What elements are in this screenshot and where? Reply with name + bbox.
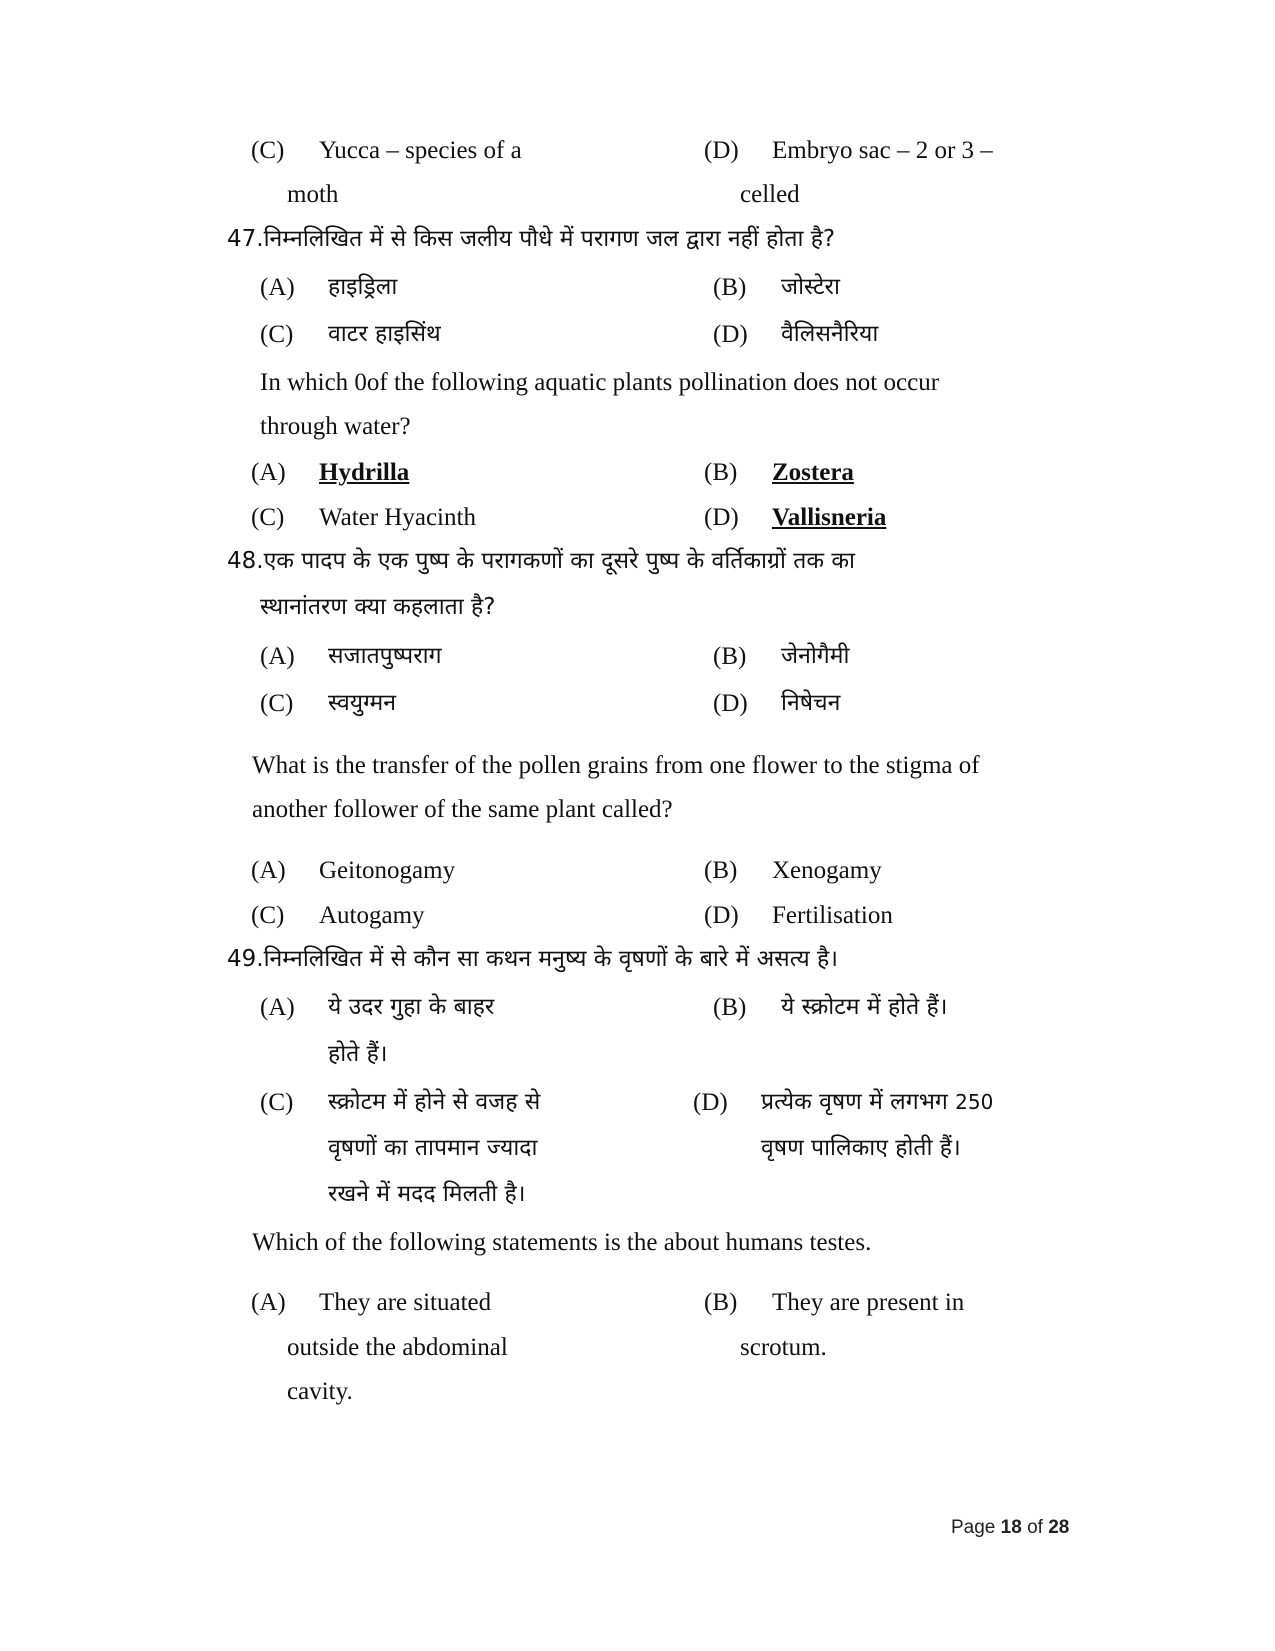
q49-hi-option-c-text-cont: वृषणों का तापमान ज्यादा bbox=[328, 1135, 538, 1161]
q47-en-option-a-text: Hydrilla bbox=[319, 459, 410, 486]
q47-en-option-d-text: Vallisneria bbox=[772, 504, 887, 531]
q46-option-d-text: Embryo sac – 2 or 3 – bbox=[772, 137, 993, 164]
q47-hi-option-a-label: (A) bbox=[260, 274, 295, 301]
q49-hi-option-d-text-cont: वृषण पालिकाए होती हैं। bbox=[761, 1135, 961, 1161]
q48-hindi-question-cont: स्थानांतरण क्या कहलाता है? bbox=[260, 594, 496, 620]
q47-hi-option-b-label: (B) bbox=[713, 274, 747, 301]
q48-english-question: What is the transfer of the pollen grains from one flower to the stigma of bbox=[252, 752, 980, 779]
q49-hi-option-d-label: (D) bbox=[693, 1089, 728, 1116]
q48-en-option-d-label: (D) bbox=[704, 902, 739, 929]
q49-hi-option-c-label: (C) bbox=[260, 1089, 294, 1116]
q46-option-c-text: Yucca – species of a bbox=[319, 137, 522, 164]
q48-hi-option-a-text: सजातपुष्पराग bbox=[328, 643, 442, 669]
page-current: 18 bbox=[1000, 1517, 1022, 1538]
page-number bbox=[951, 1517, 1069, 1539]
q49-hindi-question: 49.निम्नलिखित में से कौन सा कथन मनुष्य के वृषणों के बारे में असत्य है। bbox=[227, 946, 838, 972]
q47-en-option-d-label: (D) bbox=[704, 504, 739, 531]
q48-en-option-b-label: (B) bbox=[704, 857, 738, 884]
q49-en-option-b-label: (B) bbox=[704, 1289, 738, 1316]
q48-hi-option-c-text: स्वयुग्मन bbox=[328, 690, 397, 716]
q48-english-question-cont: another follower of the same plant called? bbox=[252, 796, 673, 823]
q49-hi-option-c-text: स्क्रोटम में होने से वजह से bbox=[328, 1089, 541, 1115]
q46-option-c-text-cont: moth bbox=[287, 181, 339, 208]
q49-en-option-b-text: They are present in bbox=[772, 1289, 965, 1316]
q49-hi-option-a-text-cont: होते हैं। bbox=[328, 1041, 388, 1067]
q47-en-option-a-label: (A) bbox=[251, 459, 286, 486]
q47-hi-option-c-text: वाटर हाइसिंथ bbox=[328, 321, 441, 347]
q49-hi-option-b-label: (B) bbox=[713, 994, 747, 1021]
q47-en-option-c-text: Water Hyacinth bbox=[319, 504, 476, 531]
q48-hi-option-a-label: (A) bbox=[260, 643, 295, 670]
q47-hi-option-d-label: (D) bbox=[713, 321, 748, 348]
q48-hindi-question: 48.एक पादप के एक पुष्प के परागकणों का दूसरे पुष्प के वर्तिकाग्रों तक का bbox=[227, 548, 855, 574]
q48-en-option-a-label: (A) bbox=[251, 857, 286, 884]
q47-en-option-c-label: (C) bbox=[251, 504, 285, 531]
q49-en-option-b-text-cont: scrotum. bbox=[740, 1334, 827, 1361]
q48-en-option-c-text: Autogamy bbox=[319, 902, 425, 929]
q49-hi-option-a-label: (A) bbox=[260, 994, 295, 1021]
q47-en-option-b-label: (B) bbox=[704, 459, 738, 486]
q47-english-question: In which 0of the following aquatic plants pollination does not occur bbox=[260, 369, 940, 396]
q49-en-option-a-text: They are situated bbox=[319, 1289, 492, 1316]
q46-option-d-text-cont: celled bbox=[740, 181, 800, 208]
q49-hi-option-b-text: ये स्क्रोटम में होते हैं। bbox=[781, 994, 948, 1020]
q47-hi-option-a-text: हाइड्रिला bbox=[328, 274, 398, 300]
q49-hi-option-d-number: 250 bbox=[955, 1090, 994, 1114]
page-of: of bbox=[1027, 1517, 1043, 1538]
q48-en-option-b-text: Xenogamy bbox=[772, 857, 882, 884]
q48-hi-option-c-label: (C) bbox=[260, 690, 294, 717]
q49-en-option-a-label: (A) bbox=[251, 1289, 286, 1316]
q46-option-d-label: (D) bbox=[704, 137, 739, 164]
q47-hi-option-d-text: वैलिसनैरिया bbox=[781, 321, 879, 347]
q47-hindi-question: 47.निम्नलिखित में से किस जलीय पौधे में परागण जल द्वारा नहीं होता है? bbox=[227, 226, 836, 252]
q48-en-option-d-text: Fertilisation bbox=[772, 902, 893, 929]
q46-option-c-label: (C) bbox=[251, 137, 285, 164]
q49-hi-option-a-text: ये उदर गुहा के बाहर bbox=[328, 994, 495, 1020]
q48-hi-option-b-text: जेनोगैमी bbox=[781, 643, 850, 669]
q49-english-question: Which of the following statements is the about humans testes. bbox=[252, 1229, 872, 1256]
q47-hi-option-b-text: जोस्टेरा bbox=[781, 274, 840, 300]
q48-en-option-a-text: Geitonogamy bbox=[319, 857, 456, 884]
q48-hi-option-d-label: (D) bbox=[713, 690, 748, 717]
page-total: 28 bbox=[1048, 1517, 1070, 1538]
q47-english-question-cont: through water? bbox=[260, 413, 411, 440]
q49-en-option-a-text-cont2: cavity. bbox=[287, 1378, 353, 1405]
q49-hi-option-c-text-cont2: रखने में मदद मिलती है। bbox=[328, 1181, 526, 1207]
q47-en-option-b-text: Zostera bbox=[772, 459, 854, 486]
q48-hi-option-d-text: निषेचन bbox=[781, 690, 841, 716]
q48-en-option-c-label: (C) bbox=[251, 902, 285, 929]
page-prefix: Page bbox=[951, 1517, 996, 1538]
q48-hi-option-b-label: (B) bbox=[713, 643, 747, 670]
q49-hi-option-d-words: प्रत्येक वृषण में लगभग bbox=[761, 1089, 948, 1115]
q49-en-option-a-text-cont: outside the abdominal bbox=[287, 1334, 508, 1361]
q47-hi-option-c-label: (C) bbox=[260, 321, 294, 348]
q49-hi-option-d-text bbox=[761, 1091, 993, 1114]
